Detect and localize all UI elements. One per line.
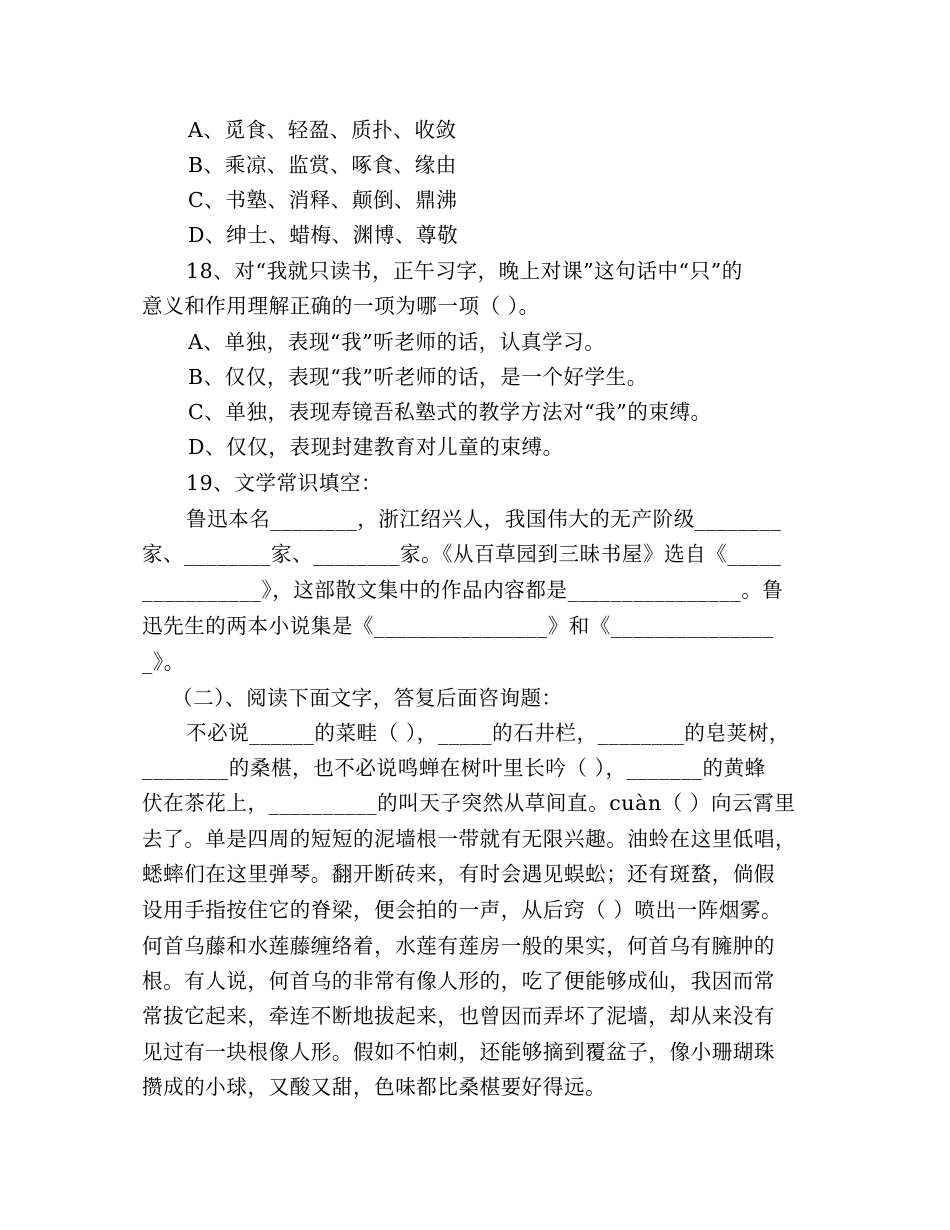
section-two-heading: （二）、阅读下面文字，答复后面咨询题： xyxy=(172,686,563,710)
passage-line: 设用手指按住它的脊梁，便会拍的一声，从后窍（ ）喷出一阵烟雾。 xyxy=(142,898,783,922)
q19-text-line: 迅先生的两本小说集是《________________》和《_______________ xyxy=(142,614,774,638)
q19-text-line: ___________》，这部散文集中的作品内容都是________________。鲁 xyxy=(142,578,784,602)
passage-line: 不必说______的菜畦（ ），_____的石井栏，________的皂荚树， xyxy=(186,721,790,745)
passage-line: 伏在茶花上，__________的叫天子突然从草间直。cuàn（ ）向云霄里 xyxy=(142,791,796,815)
q19-text-line: _》。 xyxy=(142,650,185,674)
q17-option-b: B、乘凉、监赏、啄食、缘由 xyxy=(188,153,457,177)
passage-line: 根。有人说，何首乌的非常有像人形的，吃了便能够成仙，我因而常 xyxy=(142,969,775,993)
passage-line: 见过有一块根像人形。假如不怕刺，还能够摘到覆盆子，像小珊瑚珠 xyxy=(142,1040,775,1064)
passage-line: 攒成的小球，又酸又甜，色味都比桑椹要好得远。 xyxy=(142,1075,607,1099)
q18-option-c: C、单独，表现寿镜吾私塾式的教学方法对“我”的束缚。 xyxy=(188,400,712,424)
passage-line: ________的桑椹，也不必说鸣蝉在树叶里长吟（ ），_______的黄蜂 xyxy=(142,756,766,780)
q18-question-line-2: 意义和作用理解正确的一项为哪一项（ ）。 xyxy=(142,294,540,318)
q17-option-a: A、觅食、轻盈、质扑、收敛 xyxy=(188,118,457,142)
q17-option-c: C、书塾、消释、颠倒、鼎沸 xyxy=(188,188,458,212)
q19-heading: 19、文学常识填空： xyxy=(186,471,383,495)
passage-line: 去了。单是四周的短短的泥墙根一带就有无限兴趣。油蛉在这里低唱， xyxy=(142,827,797,851)
q18-question-line-1: 18、对“我就只读书，正午习字，晚上对课”这句话中“只”的 xyxy=(186,259,743,283)
passage-line: 蟋蟀们在这里弹琴。翻开断砖来，有时会遇见蜈蚣；还有斑蝥，倘假 xyxy=(142,862,775,886)
q19-text-line: 鲁迅本名________，浙江绍兴人，我国伟大的无产阶级________ xyxy=(186,507,782,531)
q18-option-b: B、仅仅，表现“我”听老师的话，是一个好学生。 xyxy=(188,365,648,389)
q17-option-d: D、绅士、蜡梅、渊博、尊敬 xyxy=(188,223,459,247)
q18-option-a: A、单独，表现“我”听老师的话，认真学习。 xyxy=(188,330,606,354)
q18-option-d: D、仅仅，表现封建教育对儿童的束缚。 xyxy=(188,435,564,459)
passage-line: 常拔它起来，牵连不断地拔起来，也曾因而弄坏了泥墙，却从来没有 xyxy=(142,1004,775,1028)
passage-line: 何首乌藤和水莲藤缠络着，水莲有莲房一般的果实，何首乌有臃肿的 xyxy=(142,934,775,958)
q19-text-line: 家、________家、________家。《从百草园到三昧书屋》选自《_____ xyxy=(142,542,782,566)
